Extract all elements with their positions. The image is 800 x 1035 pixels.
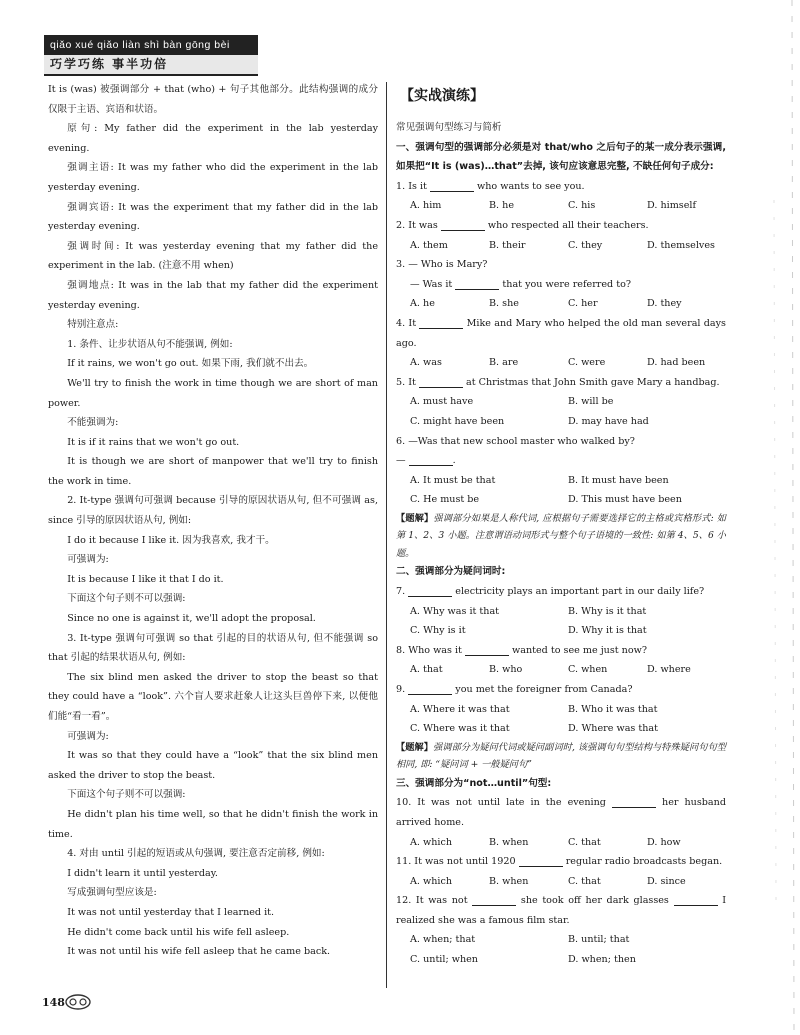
left-paragraph: 1. 条件、让步状语从句不能强调, 例如:	[67, 338, 233, 350]
left-paragraph: 不能强调为:	[67, 417, 119, 429]
question-3-options: A. he B. she C. her D. they	[410, 298, 682, 310]
left-paragraph: 特别注意点:	[67, 319, 119, 331]
left-paragraph: We'll try to finish the work in time though we are short of man power.	[48, 377, 378, 409]
left-paragraph: 强调宾语: It was the experiment that my father did in the lab yesterday evening.	[48, 201, 378, 233]
left-column	[48, 80, 378, 962]
question-2: 2. It was who respected all their teachers.	[396, 219, 649, 231]
question-5-options-2: C. might have been D. may have had	[410, 415, 649, 427]
left-paragraph: I do it because I like it. 因为我喜欢, 我才干。	[67, 534, 275, 546]
question-12: 12. It was not she took off her dark glasses I realized she was a famous film star.	[396, 895, 726, 926]
left-paragraph: It is because I like it that I do it.	[67, 573, 224, 585]
question-9: 9. you met the foreigner from Canada?	[396, 683, 633, 695]
question-4: 4. It Mike and Mary who helped the old man several days ago.	[396, 317, 726, 349]
question-1-options: A. him B. he C. his D. himself	[410, 200, 697, 212]
question-8: 8. Who was it wanted to see me just now?	[396, 644, 647, 656]
question-8-options: A. that B. who C. when D. where	[410, 664, 691, 676]
left-paragraph: He didn't come back until his wife fell asleep.	[67, 926, 290, 938]
left-paragraph: 原句: My father did the experiment in the lab yesterday evening.	[48, 123, 378, 154]
left-paragraph: 可强调为:	[67, 554, 109, 566]
question-11-options: A. which B. when C. that D. since	[410, 875, 686, 887]
question-7: 7. electricity plays an important part in our daily life?	[396, 585, 705, 597]
left-paragraph: 下面这个句子则不可以强调:	[67, 789, 186, 801]
left-paragraph: He didn't plan his time well, so that he didn't finish the work in time.	[48, 808, 378, 840]
question-6: 6. —Was that new school master who walked by?	[396, 435, 635, 447]
section-1-heading: 一、强调句型的强调部分必须是对 that/who 之后句子的某一成分表示强调, 如果把“It is (was)…that”去掉, 该句应该意思完整, 不缺任何句子成分:	[396, 141, 726, 173]
question-9-options-2: C. Where was it that D. Where was that	[410, 723, 658, 735]
left-paragraph: It was not until his wife fell asleep that he came back.	[67, 946, 331, 958]
question-5-options: A. must have B. will be	[410, 396, 614, 408]
left-paragraph: It was not until yesterday that I learned it.	[67, 906, 275, 918]
question-1: 1. Is it who wants to see you.	[396, 180, 585, 192]
question-12-options-2: C. until; when D. when; then	[410, 954, 636, 966]
question-6-options-2: C. He must be D. This must have been	[410, 494, 682, 506]
question-7-options-2: C. Why is it D. Why it is that	[410, 625, 647, 637]
left-paragraph: It is though we are short of manpower that we'll try to finish the work in time.	[48, 456, 378, 487]
book-logo-icon	[64, 991, 92, 1011]
header-pinyin: qiǎo xué qiǎo liàn shì bàn gōng bèi	[44, 35, 258, 55]
left-paragraph: It is if it rains that we won't go out.	[67, 436, 240, 448]
question-4-options: A. was B. are C. were D. had been	[410, 357, 706, 369]
question-12-options: A. when; that B. until; that	[410, 934, 630, 946]
page-header	[44, 35, 258, 76]
left-paragraph: It is (was) 被强调部分 + that (who) + 句子其他部分。此结构强调的成分仅限于主语、宾语和状语。	[48, 84, 378, 115]
left-paragraph: It was so that they could have a “look” that the six blind men asked the driver to stop the beast.	[48, 750, 378, 781]
question-3-reply: — Was it that you were referred to?	[410, 278, 632, 290]
question-10: 10. It was not until late in the evening her husband arrived home.	[396, 797, 726, 828]
question-6-options: A. It must be that B. It must have been	[410, 474, 669, 486]
practice-banner: 【实战演练】	[400, 88, 484, 104]
section-2-heading: 二、强调部分为疑问词时:	[396, 566, 506, 578]
section-3-heading: 三、强调部分为“not…until”句型:	[396, 777, 552, 789]
note-2: 【题解】强调部分为疑问代词或疑问副词时, 该强调句句型结构与特殊疑问句句型相同, 即: “疑问词 + 一般疑问句”	[396, 741, 726, 771]
left-paragraph: 强调地点: It was in the lab that my father did the experiment yesterday evening.	[48, 279, 378, 311]
left-paragraph: If it rains, we won't go out. 如果下雨, 我们就不出去。	[67, 358, 314, 370]
question-2-options: A. them B. their C. they D. themselves	[410, 239, 715, 251]
page-number: 148	[42, 996, 65, 1009]
note-1: 【题解】强调部分如果是人称代词, 应根据句子需要选择它的主格或宾格形式: 如第 1、2、3 小题。注意谓语动词形式与整个句子语境的一致性: 如第 4、5、6 小题。	[396, 512, 727, 559]
left-paragraph: The six blind men asked the driver to stop the beast so that they could have a “look”. 六个盲人要求赶象人让这头巨兽停下来, 以便他们能“看一看”。	[48, 671, 378, 722]
left-paragraph: 3. It-type 强调句可强调 so that 引起的目的状语从句, 但不能强调 so that 引起的结果状语从句, 例如:	[48, 632, 378, 664]
left-paragraph: 可强调为:	[67, 730, 109, 742]
question-11: 11. It was not until 1920 regular radio broadcasts began.	[396, 856, 723, 868]
practice-intro: 常见强调句型练习与简析	[396, 122, 502, 133]
question-9-options: A. Where it was that B. Who it was that	[410, 703, 658, 715]
left-paragraph: 下面这个句子则不可以强调:	[67, 593, 186, 605]
left-paragraph: I didn't learn it until yesterday.	[67, 867, 218, 879]
header-title: 巧学巧练 事半功倍	[44, 55, 258, 76]
left-paragraph: 2. It-type 强调句可强调 because 引导的原因状语从句, 但不可强调 as, since 引导的原因状语从句, 例如:	[48, 495, 378, 527]
question-7-options: A. Why was it that B. Why is it that	[410, 605, 647, 617]
left-paragraph: 4. 对由 until 引起的短语或从句强调, 要注意否定前移, 例如:	[67, 848, 325, 860]
left-paragraph: Since no one is against it, we'll adopt the proposal.	[67, 613, 316, 625]
column-divider	[386, 82, 387, 988]
right-column	[396, 80, 726, 970]
left-paragraph: 强调主语: It was my father who did the experiment in the lab yesterday evening.	[48, 162, 378, 193]
question-3: 3. — Who is Mary?	[396, 259, 488, 271]
question-5: 5. It at Christmas that John Smith gave Mary a handbag.	[396, 376, 720, 388]
question-6-reply: — .	[396, 455, 456, 467]
left-paragraph: 写成强调句型应该是:	[67, 887, 157, 899]
left-paragraph: 强调时间: It was yesterday evening that my father did the experiment in the lab. (注意不用 when)	[48, 240, 378, 272]
page-edge-shadow	[730, 0, 800, 1035]
question-10-options: A. which B. when C. that D. how	[410, 836, 681, 848]
